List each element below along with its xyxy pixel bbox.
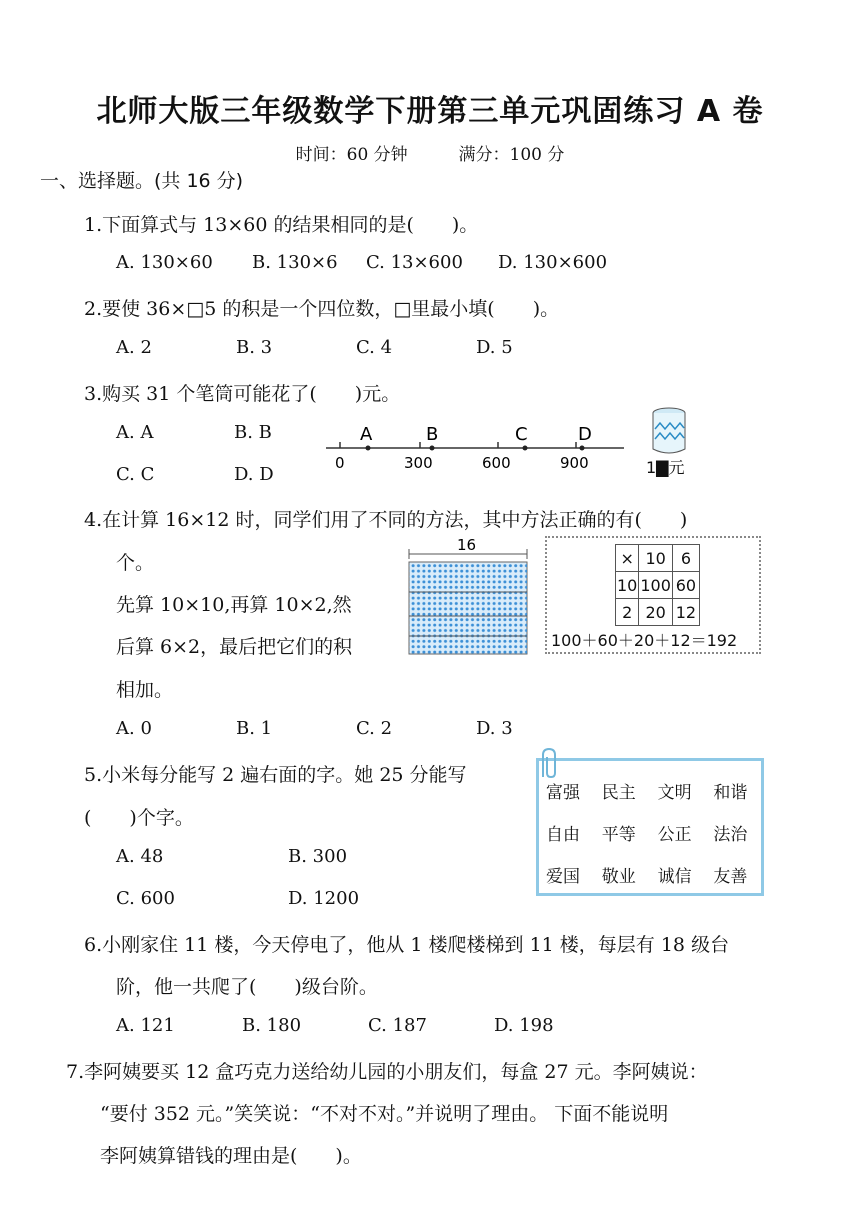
label-c: C	[515, 424, 528, 445]
label-b: B	[426, 424, 439, 445]
full-score: 满分：100 分	[458, 145, 565, 165]
point-c	[523, 446, 528, 451]
tick-label-300: 300	[404, 454, 433, 472]
point-a	[366, 446, 371, 451]
question-6-options	[116, 1015, 554, 1036]
dot-grid-figure	[405, 536, 533, 658]
option-d[interactable]: D. 3	[476, 718, 513, 739]
question-6-line1: 6.小刚家住 11 楼，今天停电了，他从 1 楼爬楼梯到 11 楼，每层有 18 级台	[84, 934, 730, 956]
tick-label-600: 600	[482, 454, 511, 472]
option-b[interactable]: B. 180	[242, 1015, 302, 1036]
question-1: 1.下面算式与 13×60 的结果相同的是( )。	[84, 214, 479, 236]
option-c[interactable]: C. 13×600	[366, 252, 463, 273]
option-c[interactable]: C. 187	[368, 1015, 427, 1036]
method-1-line1: 先算 10×10,再算 10×2,然	[116, 594, 352, 616]
question-4-line2: 个。	[116, 552, 155, 574]
point-d	[580, 446, 585, 451]
section-heading: 一、选择题。(共 16 分)	[40, 170, 244, 192]
question-3-options-row1	[116, 422, 272, 443]
option-a[interactable]: A. 48	[116, 846, 164, 867]
question-5-options-row1	[116, 846, 347, 867]
number-line	[320, 418, 630, 474]
option-c[interactable]: C. 4	[356, 337, 393, 358]
question-7-line3: 李阿姨算错钱的理由是( )。	[100, 1145, 362, 1167]
question-3-options-row2	[116, 464, 274, 485]
question-4-options	[116, 718, 513, 739]
question-6-line2: 阶，他一共爬了( )级台阶。	[116, 976, 378, 998]
table-method-box	[545, 536, 761, 654]
point-b	[430, 446, 435, 451]
option-a[interactable]: A. 0	[116, 718, 152, 739]
values-card	[536, 758, 764, 896]
question-2-options	[116, 337, 513, 358]
option-b[interactable]: B. 130×6	[252, 252, 338, 273]
option-c[interactable]: C. 2	[356, 718, 393, 739]
question-7-line2: “要付 352 元。”笑笑说：“不对不对。”并说明了理由。 下面不能说明	[100, 1103, 669, 1125]
time-limit: 时间：60 分钟	[295, 145, 408, 165]
label-a: A	[360, 424, 373, 445]
option-d[interactable]: D. 5	[476, 337, 513, 358]
option-b[interactable]: B. 1	[236, 718, 273, 739]
option-a[interactable]: A. 2	[116, 337, 152, 358]
option-d[interactable]: D. 1200	[288, 888, 360, 909]
values-words: 富强 民主 文明 和谐 自由 平等 公正 法治 爱国 敬业 诚信 友善	[546, 782, 748, 887]
question-5-options-row2	[116, 888, 359, 909]
option-b[interactable]: B. 3	[236, 337, 273, 358]
question-3: 3.购买 31 个笔筒可能花了( )元。	[84, 383, 401, 405]
question-7-line1: 7.李阿姨要买 12 盒巧克力送给幼儿园的小朋友们，每盒 27 元。李阿姨说：	[66, 1061, 708, 1083]
page-title: 北师大版三年级数学下册第三单元巩固练习 A 卷	[96, 94, 764, 129]
question-5-line1: 5.小米每分能写 2 遍右面的字。她 25 分能写	[84, 764, 467, 786]
label-d: D	[578, 424, 592, 445]
grid-width-label: 16	[457, 536, 477, 554]
method-1-line2: 后算 6×2，最后把它们的积	[116, 636, 353, 658]
question-1-options	[116, 252, 607, 273]
option-a[interactable]: A. 130×60	[116, 252, 213, 273]
question-4-line1: 4.在计算 16×12 时，同学们用了不同的方法，其中方法正确的有( )	[84, 509, 688, 531]
method-1-line3: 相加。	[116, 679, 174, 701]
question-2: 2.要使 36×□5 的积是一个四位数，□里最小填( )。	[84, 298, 560, 320]
option-d[interactable]: D. D	[234, 464, 274, 485]
question-5-line2: ( )个字。	[84, 807, 194, 829]
multiplication-table: × 10 6 10 100 60 2 20 12	[615, 544, 700, 626]
subtitle	[0, 140, 860, 165]
option-a[interactable]: A. A	[116, 422, 154, 443]
table-equation: 100＋60＋20＋12＝192	[551, 631, 738, 650]
option-a[interactable]: A. 121	[116, 1015, 175, 1036]
pen-holder-price: 1▇元	[646, 458, 685, 477]
tick-label-900: 900	[560, 454, 589, 472]
tick-label-0: 0	[335, 454, 345, 472]
option-d[interactable]: D. 198	[494, 1015, 554, 1036]
option-b[interactable]: B. B	[234, 422, 272, 443]
option-b[interactable]: B. 300	[288, 846, 348, 867]
option-c[interactable]: C. 600	[116, 888, 175, 909]
option-d[interactable]: D. 130×600	[498, 252, 608, 273]
option-c[interactable]: C. C	[116, 464, 155, 485]
